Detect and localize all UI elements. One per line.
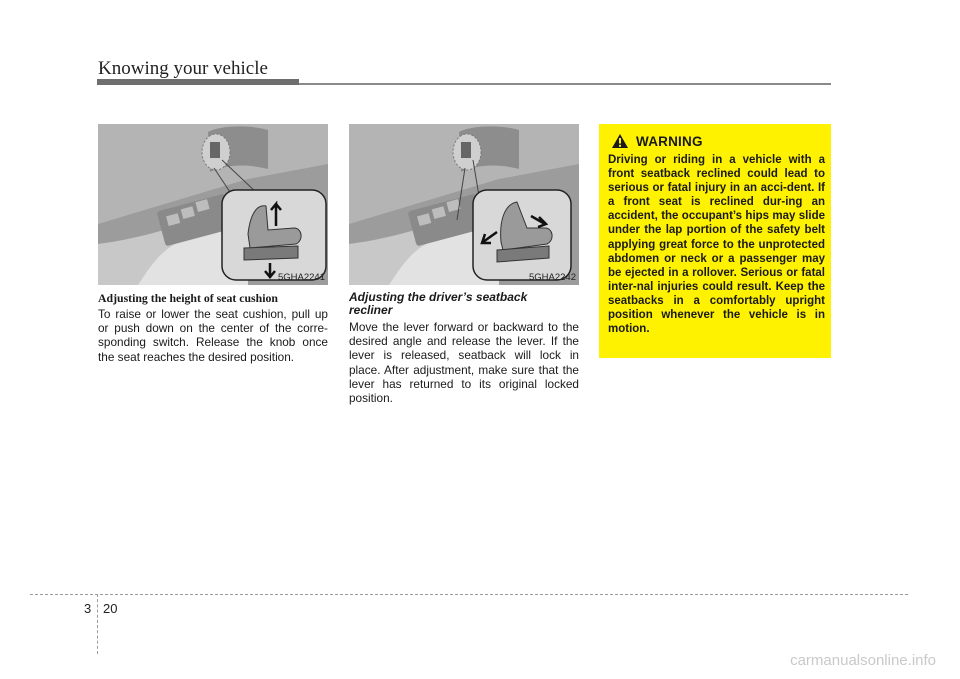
section-body-seat-height: To raise or lower the seat cushion, pull up or push down on the center of the corre-sponding switch. Release the knob once the seat reaches the desired position. — [98, 307, 328, 364]
header-rule-accent — [97, 79, 299, 85]
seatback-recliner-illustration — [349, 124, 579, 285]
watermark: carmanualsonline.info — [790, 652, 936, 669]
warning-title: WARNING — [636, 133, 703, 149]
section-body-recliner: Move the lever forward or backward to the desired angle and release the lever. If the lever is released, seatback will lock in place. After adjustment, make sure that the lever has returned to its original locked position. — [349, 320, 579, 406]
warning-text: Driving or riding in a vehicle with a front seatback reclined could lead to serious or fatal injury in an acci-dent. If a front seat is reclined dur-ing an accident, the occupant’s hips may slide under the lap portion of the safety belt applying great force to the unprotected abdomen or neck or a passenger may be ejected in a rollover. Serious or fatal inter-nal injuries could result. Keep the seatbacks in a comfortably upright position whenever the vehicle is in motion. — [608, 154, 825, 336]
section-title-recliner — [349, 291, 527, 317]
section-title-recliner-line1: Adjusting the driver’s seatback — [349, 290, 528, 304]
warning-header — [611, 133, 703, 149]
footer-divider — [97, 594, 98, 654]
section-title-recliner-line2: recliner — [349, 303, 393, 317]
section-title-seat-height: Adjusting the height of seat cushion — [98, 291, 278, 305]
figure-seat-height-switch — [98, 124, 328, 285]
figure-code: 5GHA2241 — [277, 272, 325, 283]
footer-rule — [30, 594, 908, 595]
footer-page-number: 20 — [103, 601, 118, 616]
figure-code: 5GHA2242 — [528, 272, 576, 283]
warning-triangle-icon — [611, 133, 629, 149]
page-header-title: Knowing your vehicle — [98, 58, 268, 79]
figure-seatback-recliner — [349, 124, 579, 285]
warning-box — [599, 124, 831, 358]
footer-section-number: 3 — [84, 601, 92, 616]
seat-height-illustration — [98, 124, 328, 285]
